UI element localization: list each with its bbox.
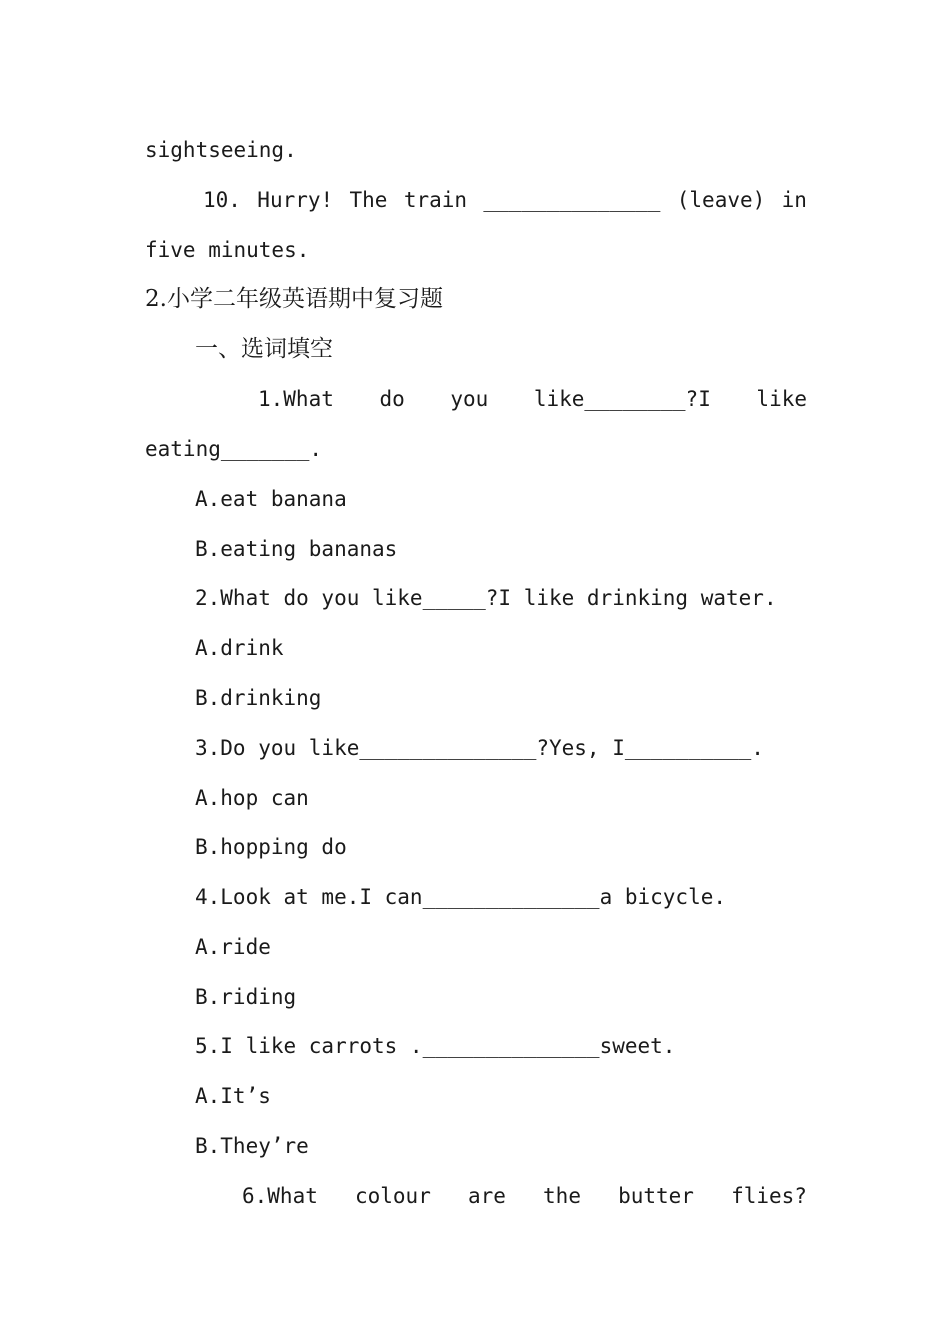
question-1-line: [258, 382, 807, 416]
word: 10.: [203, 188, 241, 212]
word: Hurry!: [257, 188, 334, 212]
question-10-line: [203, 183, 807, 217]
word: you: [450, 387, 489, 411]
word: The: [349, 188, 388, 212]
word: do: [379, 387, 405, 411]
word: 6.What: [242, 1184, 318, 1208]
option-line: A.hop can: [195, 786, 309, 810]
word: 1.What: [258, 387, 334, 411]
text-line: five minutes.: [145, 238, 310, 262]
option-line: B.riding: [195, 985, 297, 1009]
option-line: A.drink: [195, 636, 284, 660]
option-line: B.eating bananas: [195, 537, 398, 561]
option-line: A.eat banana: [195, 487, 347, 511]
question-line: 3.Do you like______________?Yes, I__________.: [195, 736, 764, 760]
subsection-heading: 一、选词填空: [195, 336, 333, 362]
word: butter: [618, 1184, 694, 1208]
option-line: B.They’re: [195, 1134, 309, 1158]
question-6-line: [242, 1179, 807, 1213]
word: like________?I: [533, 387, 711, 411]
blank: ______________: [483, 188, 661, 212]
text-line: eating_______.: [145, 437, 323, 461]
section-heading: 2.小学二年级英语期中复习题: [145, 286, 443, 312]
word: (leave): [676, 188, 766, 212]
word: like: [756, 387, 807, 411]
text-line: sightseeing.: [145, 138, 297, 162]
word: colour: [354, 1184, 431, 1208]
option-line: B.hopping do: [195, 835, 347, 859]
word: the: [543, 1184, 581, 1208]
option-line: A.It’s: [195, 1084, 271, 1108]
word: are: [467, 1184, 506, 1208]
question-line: 5.I like carrots .______________sweet.: [195, 1034, 676, 1058]
word: in: [781, 188, 807, 212]
question-line: 2.What do you like_____?I like drinking water.: [195, 586, 777, 610]
option-line: A.ride: [195, 935, 271, 959]
word: train: [403, 188, 468, 212]
word: flies?: [731, 1184, 807, 1208]
question-line: 4.Look at me.I can______________a bicycle.: [195, 885, 727, 909]
option-line: B.drinking: [195, 686, 322, 710]
